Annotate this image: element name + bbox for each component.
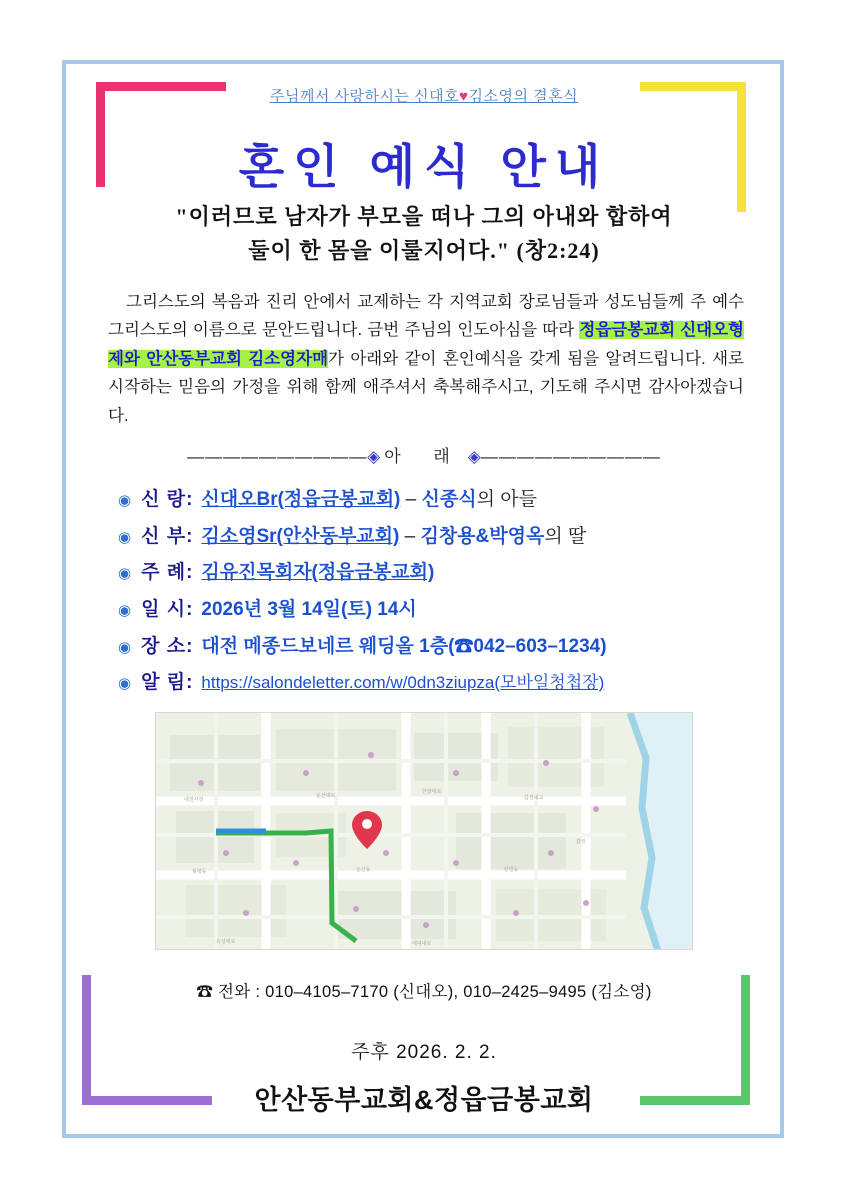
groom-parent: 신종식	[421, 489, 477, 510]
bride-value	[201, 524, 586, 550]
venue-text: 대전 메종드보네르 웨딩올 1층(☎042–603–1234)	[201, 635, 607, 657]
list-item-officiant	[118, 560, 768, 586]
bullet-icon: ◉	[118, 492, 132, 509]
divider-dash-left: ——————————	[187, 447, 368, 466]
bullet-icon: ◉	[118, 675, 132, 693]
scripture-line-2: 둘이 한 몸을 이룰지어다." (창2:24)	[248, 238, 600, 264]
groom-separator: –	[400, 489, 422, 510]
list-item-venue	[118, 634, 768, 660]
details-list	[118, 487, 768, 707]
list-item-groom	[118, 487, 768, 513]
notice-value	[201, 670, 604, 696]
bride-relation: 의 딸	[544, 525, 587, 547]
venue-value	[201, 634, 606, 660]
venue-label: 장 소:	[141, 635, 194, 657]
greeting-part-2: 가 아래와 같이 혼인예식을 갖게 됨을 알려드립니다. 새로 시작하는 믿음의 가정을 위해 함께 애주셔서 축복해주시고, 기도해 주시면 감사아겠습니다.	[108, 349, 744, 425]
bullet-icon: ◉	[118, 601, 132, 619]
greeting-paragraph	[108, 288, 744, 430]
top-subtitle	[0, 85, 848, 106]
couple-highlight: 정읍금봉교회 신대오형제와 안산동부교회 김소영자매	[108, 321, 744, 368]
contact-text: 전와 : 010–4105–7170 (신대오), 010–2425–9495 (김소영)	[218, 983, 652, 1001]
greeting-part-1: 그리스도의 복음과 진리 안에서 교제하는 각 지역교회 장로님들과 성도님들께 주 예수 그리스도의 이름으로 문안드립니다. 금번 주님의 인도아심을 따라	[108, 293, 744, 340]
bride-parents: 김창용&박영옥	[420, 525, 545, 547]
svg-text:대전시청: 대전시청	[184, 797, 204, 803]
map-graphic	[156, 713, 693, 950]
notice-label: 알 림:	[141, 672, 194, 694]
bride-label: 신 부:	[141, 525, 194, 547]
heart-icon: ♥	[459, 88, 469, 105]
datetime-text: 2026년 3월 14일(토) 14시	[201, 598, 417, 620]
svg-text:둔산동: 둔산동	[356, 867, 371, 873]
diamond-icon-left: ◈	[367, 447, 381, 466]
page-title: 혼인 예식 안내	[238, 140, 610, 193]
contact-line	[0, 978, 848, 1002]
scripture-quote	[95, 200, 753, 268]
svg-text:한밭대로: 한밭대로	[422, 789, 442, 795]
mobile-invitation-link[interactable]: https://salondeletter.com/w/0dn3ziupza(모바일청첩장)	[201, 673, 605, 693]
phone-icon: ☎	[196, 983, 214, 1001]
svg-text:갑천대교: 갑천대교	[524, 795, 544, 801]
venue-map[interactable]	[155, 712, 693, 950]
divider-dash-right: ——————————	[480, 447, 661, 466]
svg-text:월평동: 월평동	[192, 869, 207, 875]
officiant-label: 주 례:	[141, 562, 194, 584]
svg-text:둔산대로: 둔산대로	[316, 793, 336, 799]
church-names: 안산동부교회&정읍금봉교회	[254, 1085, 594, 1115]
list-item-datetime	[118, 597, 768, 623]
bullet-icon: ◉	[118, 565, 132, 583]
bullet-icon: ◉	[118, 528, 132, 546]
section-divider	[0, 442, 848, 467]
date-line: 주후 2026. 2. 2.	[351, 1042, 497, 1063]
diamond-icon-right: ◈	[467, 447, 481, 466]
list-item-notice	[118, 670, 768, 696]
svg-text:갑천: 갑천	[576, 839, 586, 845]
groom-value	[201, 487, 537, 513]
svg-text:대덕대로: 대덕대로	[412, 941, 432, 947]
officiant-value	[201, 560, 434, 586]
scripture-line-1: "이러므로 남자가 부모을 떠나 그의 아내와 합하여	[175, 204, 673, 229]
bullet-icon: ◉	[118, 638, 132, 656]
top-subtitle-suffix: 김소영의 결혼식	[468, 88, 579, 105]
svg-text:탄방동: 탄방동	[504, 867, 519, 873]
list-item-bride	[118, 524, 768, 550]
bride-name-link[interactable]: 김소영Sr(안산동부교회)	[201, 525, 400, 547]
bride-separator: –	[399, 525, 421, 547]
groom-name-link[interactable]: 신대오Br(정읍금봉교회)	[201, 489, 401, 510]
datetime-label: 일 시:	[141, 598, 194, 620]
officiant-name-link[interactable]: 김유진목회자(정읍금봉교회)	[201, 562, 435, 584]
groom-relation: 의 아들	[476, 489, 537, 510]
groom-label: 신 랑:	[141, 489, 194, 510]
datetime-value	[201, 597, 416, 623]
svg-text:유성대로: 유성대로	[216, 939, 236, 945]
top-subtitle-prefix: 주님께서 사랑하시는 신대호	[269, 88, 460, 105]
divider-label: 아 래	[384, 447, 464, 466]
